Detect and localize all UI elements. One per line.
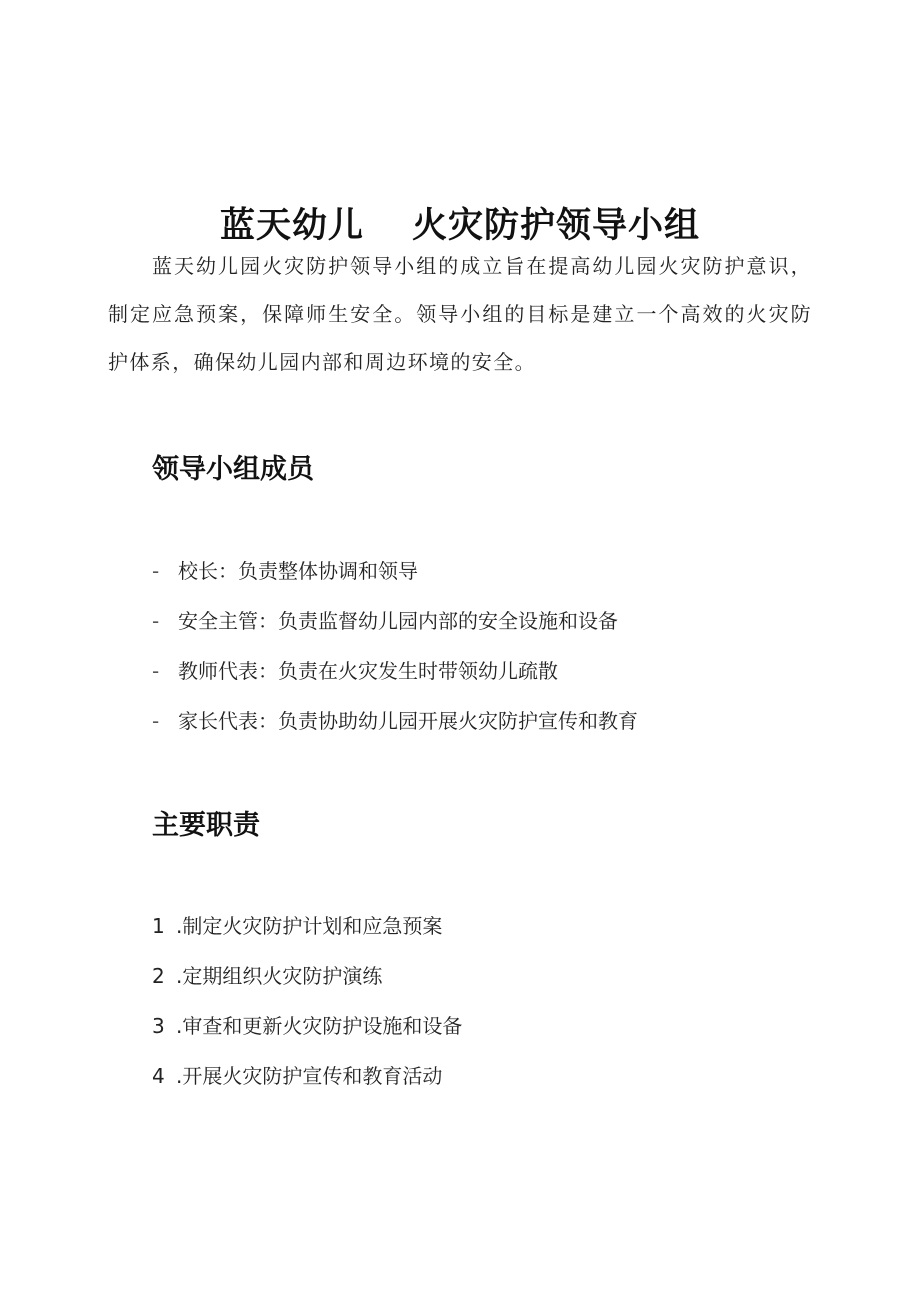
list-item xyxy=(152,901,462,951)
list-item xyxy=(152,646,638,696)
duty-number: 2 xyxy=(152,964,165,988)
duty-text: .审查和更新火灾防护设施和设备 xyxy=(176,1014,463,1038)
list-item xyxy=(152,951,462,1001)
members-list xyxy=(152,546,638,746)
list-item xyxy=(152,596,638,646)
list-bullet: - xyxy=(152,559,160,583)
list-item xyxy=(152,1001,462,1051)
list-bullet: - xyxy=(152,609,160,633)
intro-paragraph: 蓝天幼儿园火灾防护领导小组的成立旨在提高幼儿园火灾防护意识，制定应急预案，保障师生安全。领导小组的目标是建立一个高效的火灾防护体系，确保幼儿园内部和周边环境的安全。 xyxy=(108,254,812,374)
list-item xyxy=(152,1051,462,1101)
members-heading: 领导小组成员 xyxy=(152,454,314,485)
duty-text: .定期组织火灾防护演练 xyxy=(176,964,383,988)
duty-number: 4 xyxy=(152,1064,165,1088)
list-bullet: - xyxy=(152,709,160,733)
duty-text: .开展火灾防护宣传和教育活动 xyxy=(176,1064,443,1088)
list-item xyxy=(152,546,638,596)
list-item xyxy=(152,696,638,746)
title-part-2: 火灾防护领导小组 xyxy=(412,206,701,247)
duties-heading: 主要职责 xyxy=(152,810,260,841)
member-text: 安全主管：负责监督幼儿园内部的安全设施和设备 xyxy=(178,609,618,633)
duty-text: .制定火灾防护计划和应急预案 xyxy=(176,914,443,938)
member-text: 家长代表：负责协助幼儿园开展火灾防护宣传和教育 xyxy=(178,709,638,733)
duty-number: 3 xyxy=(152,1014,165,1038)
list-bullet: - xyxy=(152,659,160,683)
duties-list xyxy=(152,901,462,1101)
title-part-1: 蓝天幼儿 xyxy=(219,206,364,247)
member-text: 教师代表：负责在火灾发生时带领幼儿疏散 xyxy=(178,659,558,683)
member-text: 校长：负责整体协调和领导 xyxy=(178,559,418,583)
duty-number: 1 xyxy=(152,914,165,938)
